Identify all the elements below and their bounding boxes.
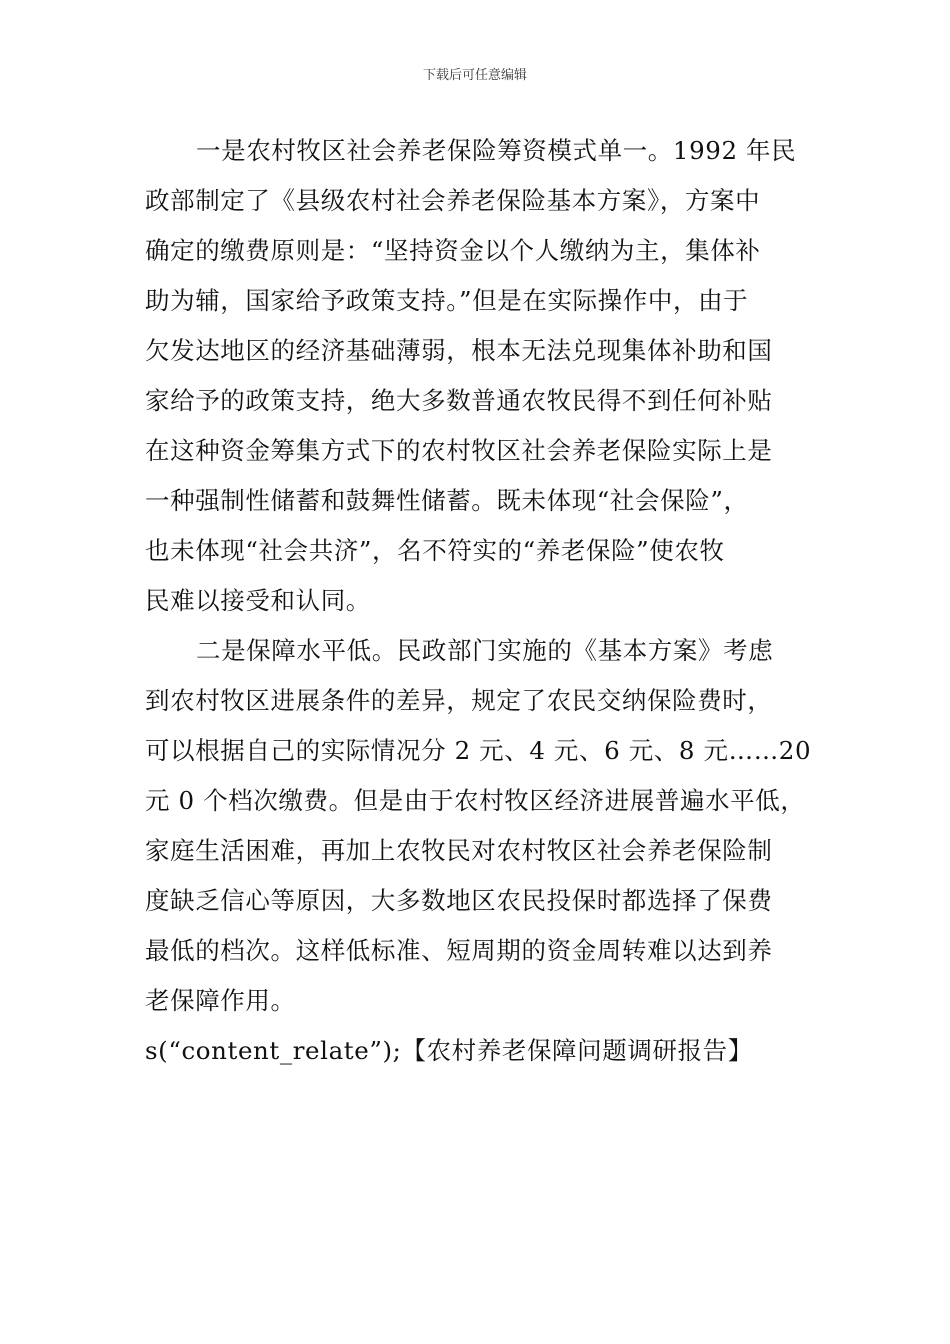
paragraph-1-line-8: 一种强制性储蓄和鼓舞性储蓄。既未体现“社会保险”，: [145, 486, 749, 515]
footer-related-line: s(“content_relate”);【农村养老保障问题调研报告】: [145, 1036, 753, 1065]
paragraph-2-line-8: 老保障作用。: [145, 986, 296, 1015]
paragraph-1-line-4: 助为辅，国家给予政策支持。”但是在实际操作中，由于: [145, 286, 749, 315]
paragraph-2-line-6: 度缺乏信心等原因，大多数地区农民投保时都选择了保费: [145, 886, 773, 915]
paragraph-2-line-2: 到农村牧区进展条件的差异，规定了农民交纳保险费时，: [145, 686, 773, 715]
paragraph-1-line-3: 确定的缴费原则是：“坚持资金以个人缴纳为主，集体补: [145, 236, 761, 265]
paragraph-2-line-3: 可以根据自己的实际情况分 2 元、4 元、6 元、8 元……20: [145, 736, 812, 765]
paragraph-2-line-7: 最低的档次。这样低标准、短周期的资金周转难以达到养: [145, 936, 773, 965]
paragraph-1-line-2: 政部制定了《县级农村社会养老保险基本方案》，方案中: [145, 186, 761, 215]
paragraph-2-line-5: 家庭生活困难，再加上农牧民对农村牧区社会养老保险制: [145, 836, 773, 865]
paragraph-1-line-1: 一是农村牧区社会养老保险筹资模式单一。1992 年民: [196, 136, 797, 165]
page-header: 下载后可任意编辑: [422, 68, 527, 83]
paragraph-1-line-7: 在这种资金筹集方式下的农村牧区社会养老保险实际上是: [145, 436, 773, 465]
paragraph-1-line-10: 民难以接受和认同。: [145, 586, 371, 615]
paragraph-1-line-5: 欠发达地区的经济基础薄弱，根本无法兑现集体补助和国: [145, 336, 773, 365]
paragraph-1-line-6: 家给予的政策支持，绝大多数普通农牧民得不到任何补贴: [145, 386, 773, 415]
paragraph-2-line-4: 元 0 个档次缴费。但是由于农村牧区经济进展普遍水平低，: [145, 786, 806, 815]
paragraph-2-line-1: 二是保障水平低。民政部门实施的《基本方案》考虑: [196, 636, 774, 665]
paragraph-1-line-9: 也未体现“社会共济”，名不符实的“养老保险”使农牧: [145, 536, 725, 565]
